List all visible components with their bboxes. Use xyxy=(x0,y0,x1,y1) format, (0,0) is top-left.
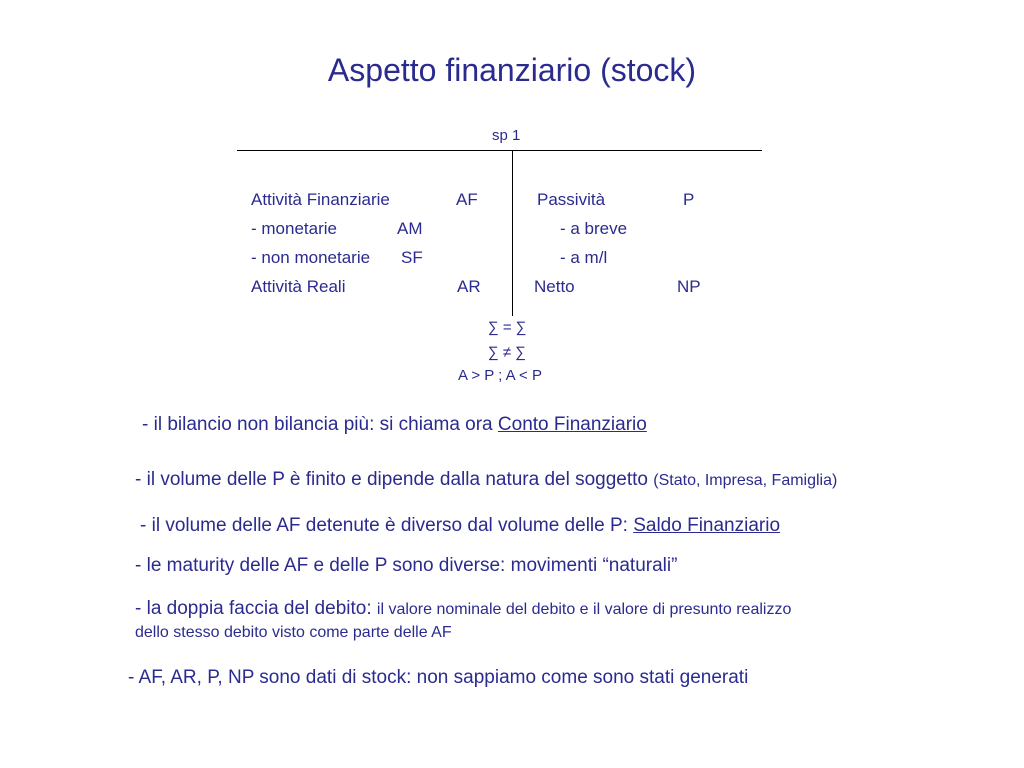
left-row4-code: AR xyxy=(457,277,481,296)
left-row1-code: AF xyxy=(456,190,478,209)
right-row3-label: - a m/l xyxy=(560,248,608,267)
left-row3-code: SF xyxy=(401,248,423,267)
slide-title: Aspetto finanziario (stock) xyxy=(327,52,697,88)
left-row1-label: Attività Finanziarie xyxy=(251,190,390,209)
bullet-saldo-finanziario xyxy=(140,515,780,537)
bullet-stock: - AF, AR, P, NP sono dati di stock: non sappiamo come sono stati generati xyxy=(128,667,749,688)
right-row4-label: Netto xyxy=(534,277,575,296)
saldo-finanziario-link: Saldo Finanziario xyxy=(633,515,781,536)
right-row2-label: - a breve xyxy=(560,219,628,238)
left-row3-label: - non monetarie xyxy=(251,248,371,267)
left-row4-label: Attività Reali xyxy=(251,277,346,296)
left-row2-label: - monetarie xyxy=(251,219,337,238)
bullet-maturity: - le maturity delle AF e delle P sono diverse: movimenti “naturali” xyxy=(135,555,678,576)
bullet-text: - il volume delle P è finito e dipende dalla natura del soggetto xyxy=(135,469,654,490)
bullet-text: - la doppia faccia del debito: xyxy=(135,598,377,619)
table-vertical-rule xyxy=(512,150,513,316)
bullet-text: - il volume delle AF detenute è diverso dal volume delle P: xyxy=(140,515,634,536)
bullet-text: - il bilancio non bilancia più: si chiama ora xyxy=(142,414,498,435)
bullet-note: (Stato, Impresa, Famiglia) xyxy=(653,472,838,489)
equation-inequality: A > P ; A < P xyxy=(458,367,542,384)
table-header: sp 1 xyxy=(492,127,521,144)
table-horizontal-rule xyxy=(237,150,762,151)
right-row4-code: NP xyxy=(677,277,701,296)
bullet-conto-finanziario xyxy=(142,414,647,436)
conto-finanziario-link: Conto Finanziario xyxy=(497,414,647,435)
equation-sum-not-equal: ∑ ≠ ∑ xyxy=(488,344,526,361)
right-row1-code: P xyxy=(683,190,695,209)
equation-sum-equal: ∑ = ∑ xyxy=(488,319,527,336)
bullet-note: il valore nominale del debito e il valore di presunto realizzo xyxy=(376,601,792,618)
left-row2-code: AM xyxy=(397,219,423,238)
bullet-doppia-faccia-continued: dello stesso debito visto come parte delle AF xyxy=(135,624,452,641)
bullet-volume-p xyxy=(135,469,837,491)
bullet-doppia-faccia xyxy=(135,598,791,620)
right-row1-label: Passività xyxy=(537,190,606,209)
